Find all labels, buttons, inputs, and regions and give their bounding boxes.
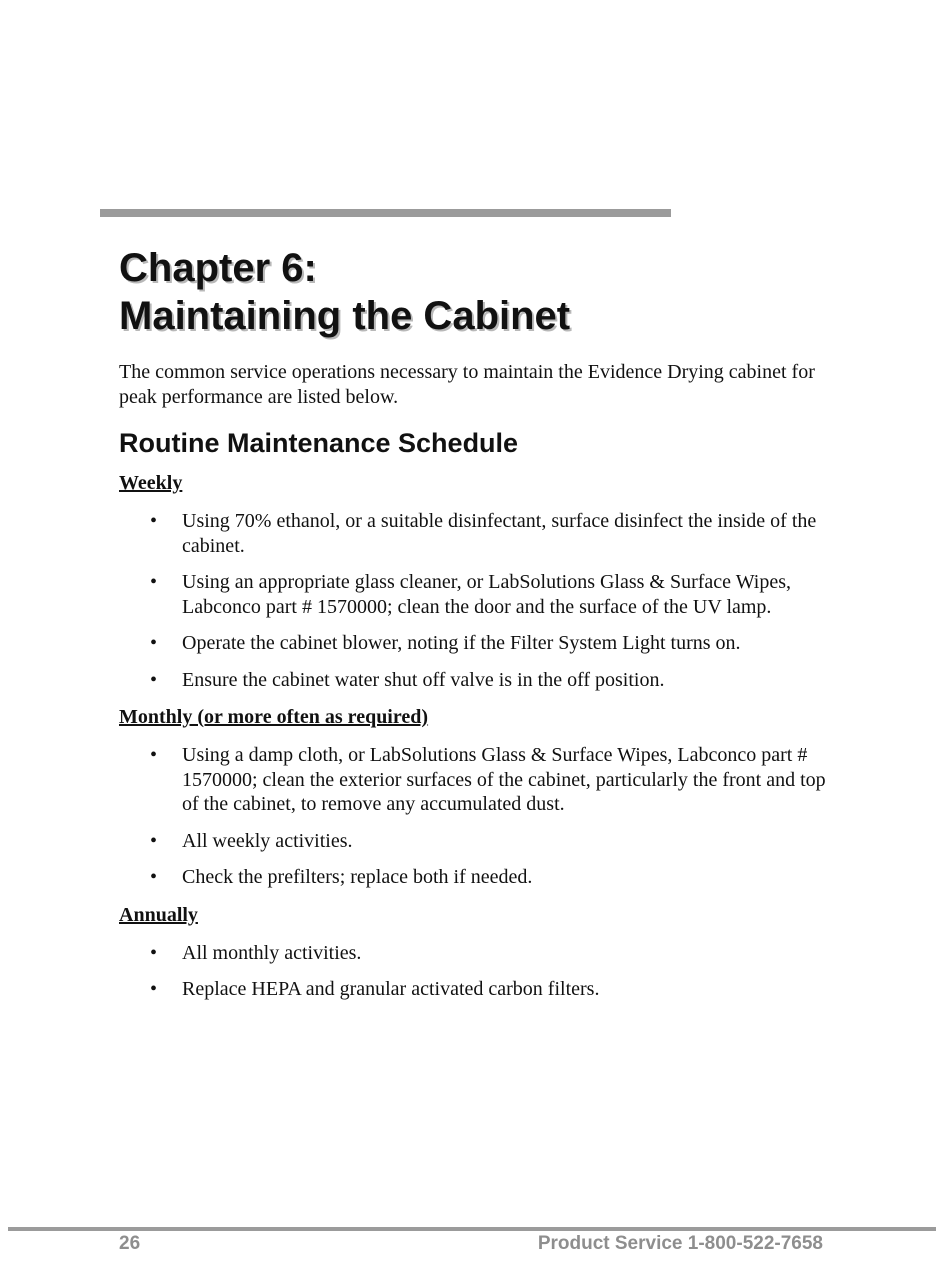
bullet-icon: • <box>150 978 158 1000</box>
monthly-list <box>119 743 839 890</box>
chapter-top-rule <box>100 209 671 217</box>
list-item-text: Operate the cabinet blower, noting if the Filter System Light turns on. <box>182 632 741 654</box>
list-item <box>119 509 832 558</box>
bullet-icon: • <box>150 941 158 964</box>
list-item <box>119 631 832 656</box>
list-item-text: All weekly activities. <box>182 829 353 852</box>
product-service-phone: Product Service 1-800-522-7658 <box>537 1233 823 1254</box>
weekly-heading: Weekly <box>119 472 183 494</box>
intro-paragraph: The common service operations necessary to maintain the Evidence Drying cabinet for peak performance are listed below. <box>119 361 815 408</box>
list-item <box>119 743 832 817</box>
list-item <box>119 668 832 693</box>
maintenance-schedule <box>119 470 839 1014</box>
bullet-icon: • <box>150 668 158 691</box>
monthly-heading: Monthly (or more often as required) <box>119 706 429 728</box>
chapter-title <box>119 244 839 340</box>
bullet-icon: • <box>150 632 158 654</box>
bullet-icon: • <box>150 571 158 593</box>
list-item <box>119 829 832 854</box>
list-item-text: Check the prefilters; replace both if needed. <box>182 866 533 888</box>
list-item-text: Using a damp cloth, or LabSolutions Glass & Surface Wipes, Labconco part # 1570000; clean the exterior surfaces of the cabinet, particularly the front and top of the cabinet, to remove any accumulated dust. <box>182 744 826 815</box>
bullet-icon: • <box>150 510 158 532</box>
weekly-list <box>119 509 839 692</box>
list-item-text: Ensure the cabinet water shut off valve is in the off position. <box>182 668 665 691</box>
bullet-icon: • <box>150 829 158 852</box>
section-heading: Routine Maintenance Schedule <box>119 428 519 458</box>
list-item-text: Using 70% ethanol, or a suitable disinfectant, surface disinfect the inside of the cabinet. <box>182 510 817 557</box>
list-item <box>119 941 832 966</box>
annually-heading: Annually <box>119 903 198 926</box>
footer-rule <box>8 1227 936 1231</box>
list-item <box>119 865 832 890</box>
bullet-icon: • <box>150 866 158 888</box>
chapter-name: Maintaining the Cabinet <box>119 294 571 338</box>
list-item-text: Using an appropriate glass cleaner, or LabSolutions Glass & Surface Wipes, Labconco part # 1570000; clean the door and the surface of the UV lamp. <box>182 571 791 618</box>
list-item <box>119 977 832 1002</box>
bullet-icon: • <box>150 744 158 766</box>
page-number: 26 <box>119 1233 141 1254</box>
chapter-number: Chapter 6: <box>119 246 317 290</box>
list-item-text: Replace HEPA and granular activated carbon filters. <box>182 978 600 1000</box>
list-item <box>119 570 832 619</box>
list-item-text: All monthly activities. <box>182 941 362 964</box>
annually-list <box>119 941 839 1002</box>
